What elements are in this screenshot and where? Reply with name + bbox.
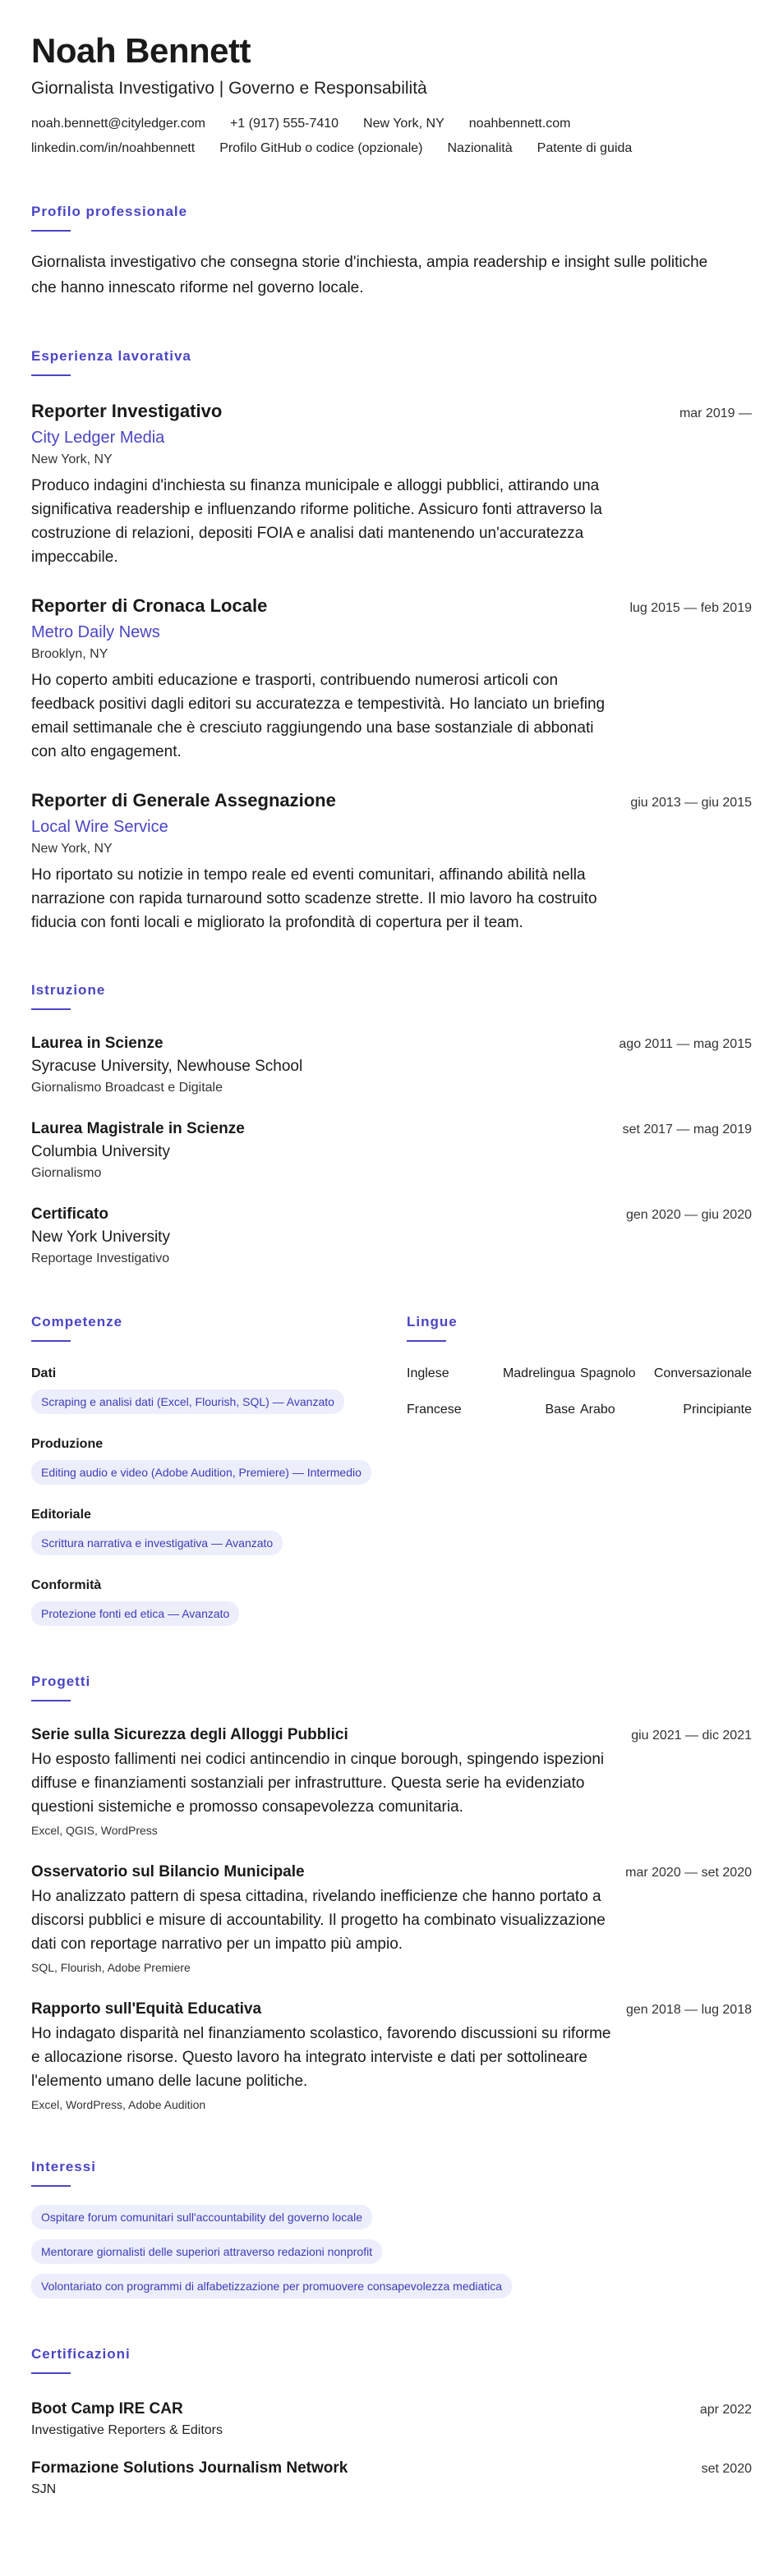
project-date: giu 2021 — dic 2021 [631, 1729, 752, 1743]
job-role: Reporter di Cronaca Locale [31, 595, 268, 616]
education-entry [31, 1205, 752, 1266]
job-location: New York, NY [31, 842, 113, 856]
job-role: Reporter di Generale Assegnazione [31, 790, 336, 810]
section-title: Progetti [31, 1674, 91, 1689]
language-name: Spagnolo [580, 1366, 636, 1380]
skill-group [31, 1437, 374, 1485]
job-company: Local Wire Service [31, 818, 168, 836]
certifications-section [31, 2346, 752, 2497]
section-title: Lingue [407, 1314, 458, 1329]
language-level: Principiante [683, 1403, 752, 1417]
language-name: Francese [407, 1403, 462, 1417]
skill-category: Conformità [31, 1578, 102, 1592]
edu-degree: Laurea in Scienze [31, 1035, 164, 1052]
interest-tag: Ospitare forum comunitari sull'accountability del governo locale [31, 2205, 372, 2229]
contact-license: Patente di guida [537, 141, 633, 155]
contact-location: New York, NY [363, 117, 444, 131]
project-tech: Excel, WordPress, Adobe Audition [31, 2098, 206, 2111]
job-date: mar 2019 — [679, 406, 752, 420]
cert-date: apr 2022 [699, 2403, 752, 2417]
candidate-name: Noah Bennett [31, 31, 251, 70]
section-title: Certificazioni [31, 2346, 131, 2362]
experience-entry [31, 790, 752, 934]
section-divider [31, 1700, 71, 1701]
edu-date: gen 2020 — giu 2020 [625, 1208, 752, 1222]
contact-phone[interactable]: +1 (917) 555-7410 [229, 117, 339, 131]
cert-title: Formazione Solutions Journalism Network [31, 2459, 348, 2477]
education-section [31, 982, 752, 1266]
job-description: Produco indagini d'inchiesta su finanza municipale e alloggi pubblici, attirando una significativa readership e influenzando riforme politiche. Assicuro fonti attraverso la costruzione di relazioni, depositi FOIA e analisi dati mantenendo un'accuratezza impeccabile. [31, 477, 602, 566]
skill-tag: Scraping e analisi dati (Excel, Flourish, SQL) — Avanzato [31, 1389, 344, 1414]
edu-date: set 2017 — mag 2019 [622, 1123, 752, 1136]
skill-tag: Editing audio e video (Adobe Audition, Premiere) — Intermedio [31, 1460, 371, 1485]
interests-section [31, 2159, 752, 2298]
cert-date: set 2020 [701, 2462, 752, 2476]
job-company: Metro Daily News [31, 623, 160, 641]
languages-section [407, 1314, 752, 1626]
education-entry [31, 1035, 752, 1095]
certification-entry [31, 2400, 752, 2438]
contact-nationality: Nazionalità [447, 141, 513, 155]
edu-date: ago 2011 — mag 2015 [619, 1037, 752, 1051]
experience-entry [31, 401, 752, 569]
section-divider [31, 2372, 71, 2374]
cert-org: Investigative Reporters & Editors [31, 2423, 223, 2437]
section-title: Profilo professionale [31, 204, 188, 219]
skill-category: Produzione [31, 1437, 104, 1451]
project-entry [31, 1726, 752, 1837]
certification-entry [31, 2459, 752, 2497]
section-title: Competenze [31, 1314, 123, 1329]
project-title: Rapporto sull'Equità Educativa [31, 2000, 262, 2018]
language-name: Arabo [580, 1403, 615, 1417]
edu-field: Giornalismo [31, 1166, 102, 1180]
skills-languages-row [31, 1314, 752, 1626]
language-level: Madrelingua [502, 1366, 575, 1380]
projects-section [31, 1674, 752, 2111]
job-location: Brooklyn, NY [31, 647, 108, 661]
candidate-headline: Giornalista Investigativo | Governo e Responsabilità [31, 79, 427, 98]
project-description: Ho analizzato pattern di spesa cittadina, rivelando inefficienze che hanno portato a discorsi pubblici e misure di accountability. Il progetto ha combinato visualizzazione dati con reportage narrativo per un impatto più ampio. [31, 1888, 606, 1953]
edu-degree: Certificato [31, 1205, 108, 1223]
project-description: Ho indagato disparità nel finanziamento scolastico, favorendo discussioni su riforme e allocazione risorse. Questo lavoro ha integrato interviste e dati per sottolineare l'elemento umano delle lacune politiche. [31, 2025, 611, 2090]
edu-school: Columbia University [31, 1143, 170, 1160]
section-divider [31, 2185, 71, 2187]
section-divider [31, 374, 71, 376]
cert-org: SJN [31, 2482, 57, 2496]
contact-website[interactable]: noahbennett.com [468, 117, 571, 131]
job-role: Reporter Investigativo [31, 401, 223, 421]
language-name: Inglese [407, 1366, 449, 1380]
language-level: Conversazionale [653, 1366, 752, 1380]
job-description: Ho riportato su notizie in tempo reale ed eventi comunitari, affinando abilità nella narrazione con rapida turnaround sotto scadenze strette. Il mio lavoro ha costruito fiducia con fonti locali e migliorato la profondità di copertura per il team. [31, 866, 597, 931]
section-divider [31, 1008, 71, 1010]
contact-github[interactable]: Profilo GitHub o codice (opzionale) [219, 141, 423, 155]
skill-tag: Scrittura narrativa e investigativa — Avanzato [31, 1531, 283, 1555]
skill-group [31, 1508, 374, 1555]
section-title: Interessi [31, 2159, 96, 2174]
education-entry [31, 1120, 752, 1181]
skills-section [31, 1314, 374, 1626]
section-divider [31, 230, 71, 232]
edu-field: Giornalismo Broadcast e Digitale [31, 1081, 223, 1095]
skill-group [31, 1578, 374, 1626]
job-date: lug 2015 — feb 2019 [629, 601, 752, 615]
experience-section [31, 348, 752, 934]
job-description: Ho coperto ambiti educazione e trasporti, contribuendo numerosi articoli con feedback positivi dagli editori su accuratezza e tempestività. Ho lanciato un briefing email settimanale che è cresciuto raggiungendo una base sostanziale di abbonati con alto engagement. [31, 672, 606, 760]
project-entry [31, 2000, 752, 2111]
edu-school: Syracuse University, Newhouse School [31, 1058, 303, 1075]
project-tech: Excel, QGIS, WordPress [31, 1824, 158, 1837]
summary-section [31, 204, 752, 301]
project-tech: SQL, Flourish, Adobe Premiere [31, 1961, 191, 1974]
project-entry [31, 1863, 752, 1974]
skill-category: Dati [31, 1366, 57, 1380]
project-title: Serie sulla Sicurezza degli Alloggi Pubblici [31, 1726, 348, 1743]
cert-title: Boot Camp IRE CAR [31, 2400, 183, 2418]
edu-school: New York University [31, 1228, 170, 1246]
contact-email[interactable]: noah.bennett@cityledger.com [31, 117, 205, 131]
job-location: New York, NY [31, 452, 113, 466]
edu-degree: Laurea Magistrale in Scienze [31, 1120, 245, 1137]
section-title: Istruzione [31, 982, 106, 998]
contact-linkedin[interactable]: linkedin.com/in/noahbennett [31, 141, 196, 155]
section-divider [407, 1340, 446, 1342]
project-description: Ho esposto fallimenti nei codici antincendio in cinque borough, spingendo ispezioni diffuse e finanziamenti sostanziali per infrastrutture. Questa serie ha evidenziato questioni sistemiche e promosso consapevolezza comunitaria. [31, 1751, 605, 1816]
language-level: Base [545, 1403, 575, 1417]
edu-field: Reportage Investigativo [31, 1251, 170, 1265]
contact-list [31, 117, 713, 156]
summary-text: Giornalista investigativo che consegna storie d'inchiesta, ampia readership e insight sulle politiche che hanno innescato riforme nel governo locale. [31, 254, 708, 296]
skill-category: Editoriale [31, 1508, 91, 1522]
skill-group [31, 1366, 374, 1414]
experience-entry [31, 595, 752, 764]
job-date: giu 2013 — giu 2015 [630, 796, 752, 810]
job-company: City Ledger Media [31, 429, 165, 447]
section-title: Esperienza lavorativa [31, 348, 191, 364]
language-list [407, 1366, 752, 1417]
project-title: Osservatorio sul Bilancio Municipale [31, 1863, 305, 1880]
interest-tag: Mentorare giornalisti delle superiori attraverso redazioni nonprofit [31, 2239, 382, 2264]
section-divider [31, 1340, 71, 1342]
project-date: gen 2018 — lug 2018 [625, 2003, 752, 2017]
skill-tag: Protezione fonti ed etica — Avanzato [31, 1601, 239, 1626]
project-date: mar 2020 — set 2020 [625, 1866, 752, 1880]
interest-tag: Volontariato con programmi di alfabetizzazione per promuovere consapevolezza mediatica [31, 2274, 512, 2298]
